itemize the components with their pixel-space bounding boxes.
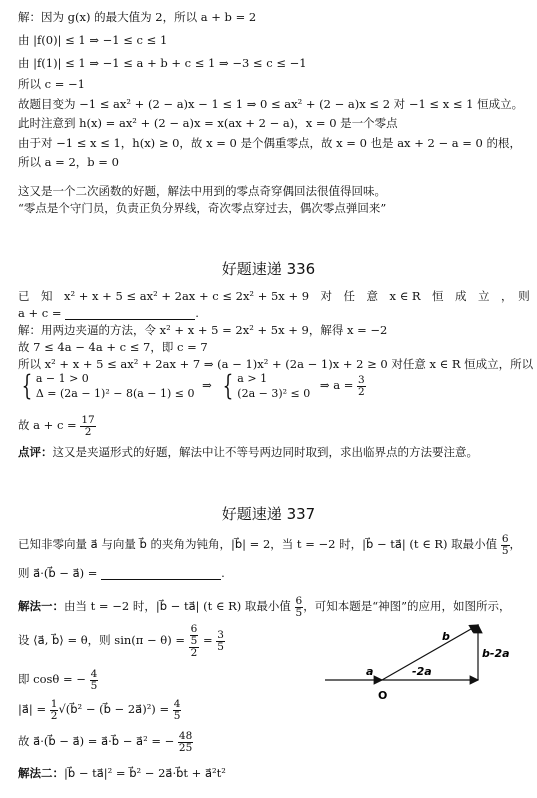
fraction: [216, 630, 225, 653]
text-line: 由 |f(0)| ≤ 1 ⇒ −1 ≤ c ≤ 1: [18, 33, 168, 47]
solution-line: [18, 666, 98, 692]
system-row: (2a − 3)² ≤ 0: [237, 387, 311, 400]
text-line: 故题目变为 −1 ≤ ax² + (2 − a)x − 1 ≤ 1 ⇒ 0 ≤ ax² + (2 − a)x ≤ 2 对 −1 ≤ x ≤ 1 恒成立。: [18, 97, 524, 111]
numerator: 1: [50, 697, 58, 710]
text-line: 此时注意到 h(x) = ax² + (2 − a)x = x(ax + 2 − a)，x = 0 是一个零点: [18, 116, 398, 130]
denominator: 5: [190, 634, 198, 647]
system-row: a − 1 > 0: [35, 372, 89, 385]
inequality-system: [36, 371, 195, 401]
text-line: “零点是个守门员，负责正负分界线，奇次零点穿过去，偶次零点弹回来”: [18, 201, 387, 215]
label-b: b: [442, 630, 450, 643]
answer-text: 故 a + c =: [18, 418, 77, 432]
solution-line: [18, 766, 226, 780]
denominator: 5: [501, 544, 509, 557]
numerator: 6: [295, 594, 303, 607]
system-row: Δ = (2a − 1)² − 8(a − 1) ≤ 0: [35, 387, 195, 400]
answer-line: [18, 412, 96, 438]
section-title: 好题速递 337: [221, 505, 316, 523]
solution-line: [18, 696, 181, 722]
solution-text: 故 a⃗·(b⃗ − a⃗) = a⃗·b⃗ − a⃗² = −: [18, 734, 175, 748]
numerator: 6: [190, 622, 198, 635]
label-neg2a: -2a: [412, 665, 432, 678]
solution-text: |a⃗| =: [18, 702, 47, 716]
answer-blank: [65, 309, 195, 320]
solution-text: 由当 t = −2 时，|b⃗ − ta⃗| (t ∈ R) 取最小值: [64, 599, 291, 613]
numerator: [189, 624, 200, 648]
question-text: .: [195, 306, 199, 320]
fraction: [501, 534, 510, 557]
vector-diagram: [320, 615, 525, 730]
fraction: [190, 624, 199, 647]
denominator: 5: [295, 606, 303, 619]
question-line: [18, 566, 225, 580]
numerator: 48: [178, 729, 193, 742]
fraction: [178, 731, 193, 754]
denominator: 5: [217, 640, 224, 653]
question-line: [18, 532, 521, 557]
solution-line: [18, 622, 225, 659]
method-label: 解法二：: [18, 766, 64, 780]
fraction: [173, 699, 182, 722]
solution-text: |b⃗ − ta⃗|² = b⃗² − 2a⃗·b⃗t + a⃗²t²: [64, 766, 226, 780]
fraction: [80, 415, 95, 438]
label-a: a: [366, 665, 374, 678]
numerator: 3: [217, 628, 224, 641]
denominator: 25: [178, 741, 193, 754]
text-line: 所以 c = −1: [18, 77, 85, 91]
denominator: 2: [190, 646, 198, 659]
solution-text: √(b⃗² − (b⃗ − 2a⃗)²) =: [58, 702, 170, 716]
numerator: 17: [81, 413, 95, 426]
equals-sign: =: [203, 633, 213, 647]
note-text: 这又是夹逼形式的好题，解法中让不等号两边同时取到，求出临界点的方法要注意。: [52, 445, 478, 459]
fraction: [90, 669, 99, 692]
inequality-system: [237, 371, 310, 401]
brace: {: [21, 369, 33, 402]
denominator: 5: [173, 709, 181, 722]
question-line: 已 知 x² + x + 5 ≤ ax² + 2ax + c ≤ 2x² + 5x + 9 对 任 意 x ∈ R 恒 成 立 ， 则: [18, 289, 530, 303]
solution-line: 所以 x² + x + 5 ≤ ax² + 2ax + 7 ⇒ (a − 1)x² + (2a − 1)x + 2 ≥ 0 对任意 x ∈ R 恒成立，所以: [18, 357, 534, 371]
section-title: 好题速递 336: [221, 260, 316, 278]
numerator: 3: [358, 373, 365, 386]
result-text: ⇒ a =: [319, 378, 354, 392]
text-line: 由于对 −1 ≤ x ≤ 1，h(x) ≥ 0，故 x = 0 是个偶重零点，故 x = 0 也是 ax + 2 − a = 0 的根，: [18, 136, 522, 150]
compound-fraction: [189, 624, 200, 659]
solution-line: [18, 728, 193, 754]
implies-arrow: ⇒: [202, 378, 212, 392]
fraction: [295, 596, 304, 619]
method-label: 解法一：: [18, 599, 64, 613]
fraction: [357, 375, 366, 398]
brace: {: [223, 369, 234, 402]
text-line: 所以 a = 2，b = 0: [18, 155, 119, 169]
text-line: 解：因为 g(x) 的最大值为 2，所以 a + b = 2: [18, 10, 257, 24]
system-row: a > 1: [237, 372, 268, 385]
question-text: 则 a⃗·(b⃗ − a⃗) =: [18, 566, 98, 580]
numerator: 6: [501, 532, 509, 545]
solution-text: 即 cosθ = −: [18, 672, 86, 686]
question-text: 已知非零向量 a⃗ 与向量 b⃗ 的夹角为钝角，|b⃗| = 2，当 t = −2 时，|b⃗ − ta⃗| (t ∈ R) 取最小值: [18, 537, 498, 551]
note-line: [18, 445, 478, 459]
question-text: .: [221, 566, 225, 580]
solution-line: 故 7 ≤ 4a − 4a + c ≤ 7，即 c = 7: [18, 340, 208, 354]
label-origin: O: [378, 689, 388, 702]
label-b-2a: b-2a: [482, 647, 510, 660]
denominator: 2: [84, 425, 92, 438]
note-label: 点评：: [18, 445, 53, 459]
denominator: 5: [90, 679, 98, 692]
question-text: ，: [509, 537, 522, 551]
question-text: a + c =: [18, 306, 62, 320]
denominator: 2: [50, 709, 58, 722]
denominator: 2: [358, 385, 365, 398]
answer-blank: [101, 569, 221, 580]
numerator: 4: [173, 697, 181, 710]
solution-text: ，可知本题是“神图”的应用，如图所示，: [303, 599, 511, 613]
numerator: 4: [90, 667, 98, 680]
solution-text: 设 ⟨a⃗, b⃗⟩ = θ，则 sin(π − θ) =: [18, 633, 185, 647]
solution-line: 解：用两边夹逼的方法，令 x² + x + 5 = 2x² + 5x + 9，解得 x = −2: [18, 323, 388, 337]
text-line: 这又是一个二次函数的好题，解法中用到的零点奇穿偶回法很值得回味。: [18, 184, 386, 198]
system-line: [18, 370, 366, 401]
text-line: 由 |f(1)| ≤ 1 ⇒ −1 ≤ a + b + c ≤ 1 ⇒ −3 ≤ c ≤ −1: [18, 56, 307, 70]
question-line: [18, 306, 199, 320]
